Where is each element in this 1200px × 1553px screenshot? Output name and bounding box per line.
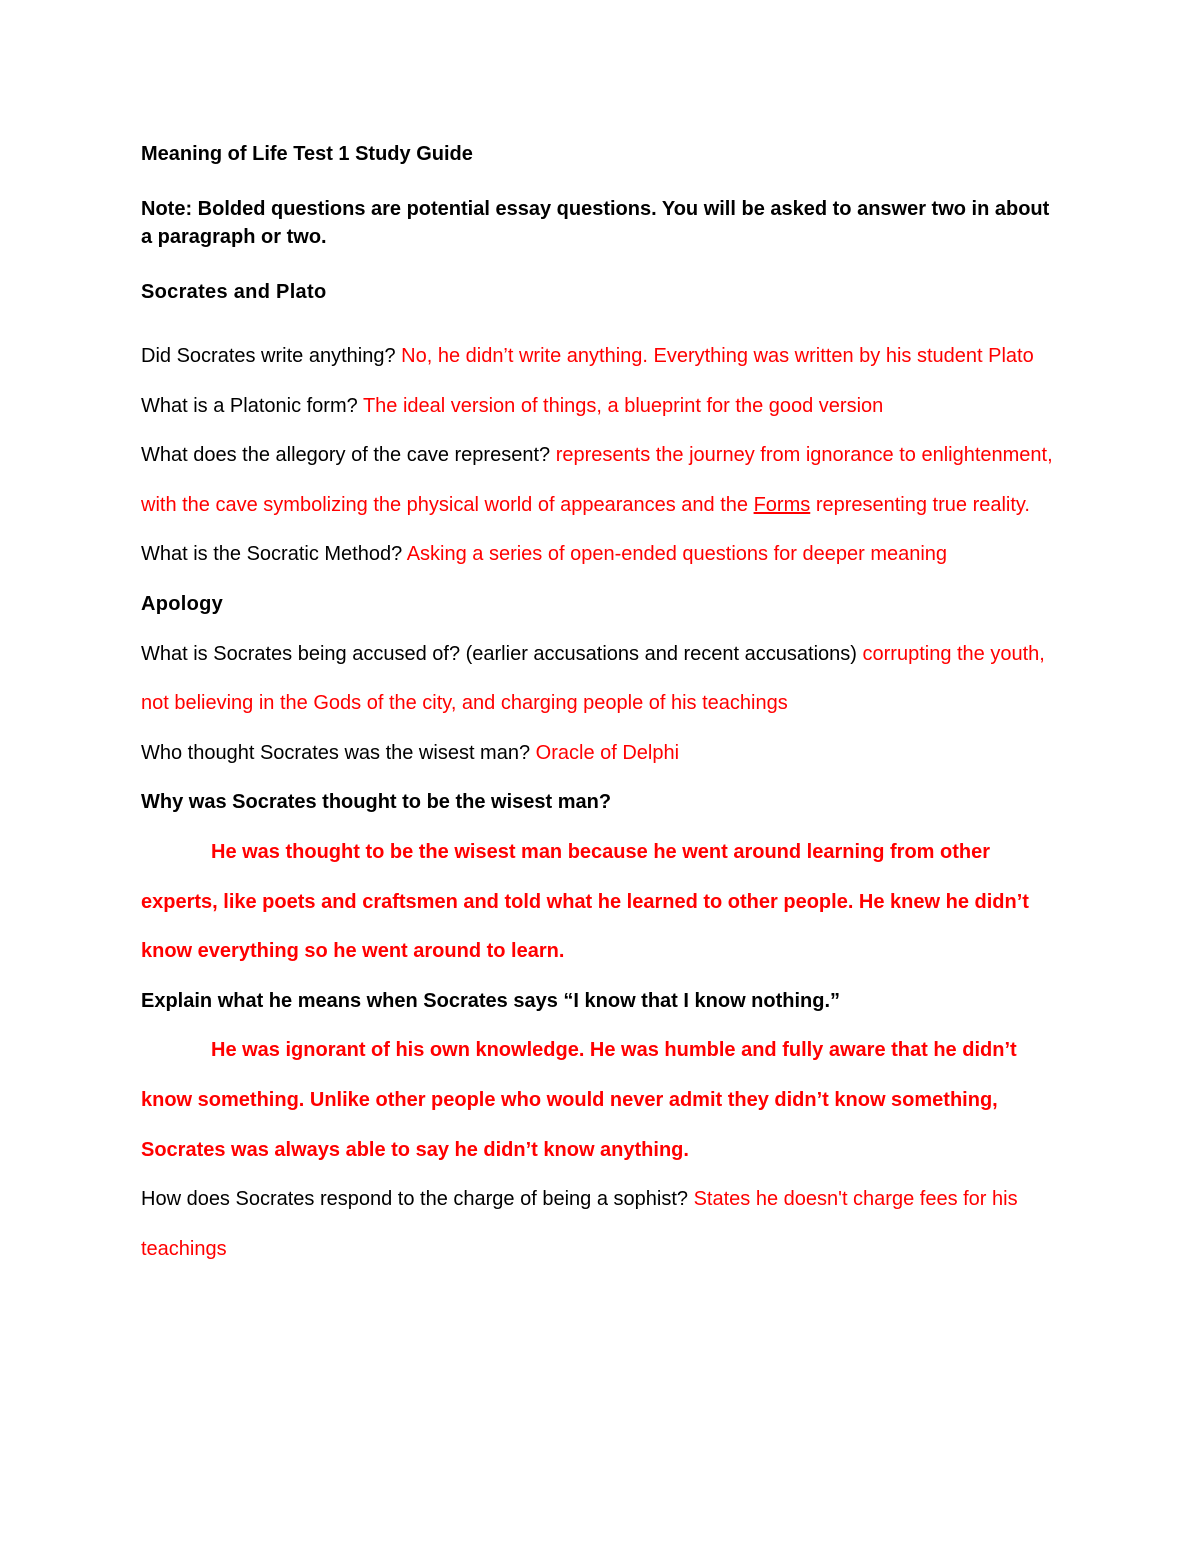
section-heading-apology: Apology	[141, 592, 224, 615]
question-text: What does the allegory of the cave represent?	[141, 444, 551, 467]
document-title: Meaning of Life Test 1 Study Guide	[141, 143, 473, 165]
forms-link[interactable]: Forms	[753, 493, 811, 516]
question-text: What is a Platonic form?	[141, 394, 358, 417]
qa-accused-of	[141, 630, 1063, 729]
answer-text: He was thought to be the wisest man because he went around learning from other experts, like poets and craftsmen and told what he learned to other people. He knew he didn’t know everything so he went around to learn.	[141, 840, 1029, 963]
answer-text-continued: representing true reality.	[815, 493, 1030, 516]
question-text: What is Socrates being accused of? (earlier accusations and recent accusations)	[141, 642, 857, 665]
qa-socratic-method	[141, 530, 1063, 580]
qa-allegory-cave	[141, 431, 1063, 530]
answer-text: corrupting the youth, not believing in the Gods of the city, and charging people of his teachings	[141, 642, 1045, 715]
qa-socrates-write	[141, 332, 1063, 382]
question-text: Did Socrates write anything?	[141, 345, 396, 367]
document-body	[141, 138, 1063, 1274]
qa-wisest-man-who	[141, 729, 1063, 779]
answer-text: represents the journey from ignorance to enlightenment, with the cave symbolizing the physical world of appearances and the	[141, 444, 1053, 516]
answer-text: Oracle of Delphi	[535, 741, 680, 764]
essay-answer-wisest-why	[141, 828, 1063, 977]
qa-platonic-form	[141, 382, 1063, 432]
question-text: Who thought Socrates was the wisest man?	[141, 741, 531, 764]
answer-text: He was ignorant of his own knowledge. He was humble and fully aware that he didn’t know something. Unlike other people who would never admit they didn’t know something, Socrates was always able to say he didn’t know anything.	[141, 1039, 1017, 1161]
question-text: What is the Socratic Method?	[141, 543, 403, 566]
qa-sophist-charge	[141, 1175, 1063, 1274]
essay-question-wisest-why: Why was Socrates thought to be the wisest man?	[141, 791, 612, 814]
essay-question-know-nothing: Explain what he means when Socrates says “I know that I know nothing.”	[141, 989, 841, 1012]
answer-text: The ideal version of things, a blueprint for the good version	[362, 394, 884, 417]
answer-text: Asking a series of open-ended questions for deeper meaning	[406, 543, 948, 566]
answer-text: No, he didn’t write anything. Everything was written by his student Plato	[401, 345, 1034, 367]
answer-text: States he doesn't charge fees for his teachings	[141, 1188, 1018, 1260]
essay-note: Note: Bolded questions are potential essay questions. You will be asked to answer two in about a paragraph or two.	[141, 198, 1050, 248]
question-text: How does Socrates respond to the charge of being a sophist?	[141, 1188, 689, 1211]
essay-answer-know-nothing	[141, 1026, 1063, 1175]
section-heading-socrates-plato: Socrates and Plato	[141, 281, 327, 303]
